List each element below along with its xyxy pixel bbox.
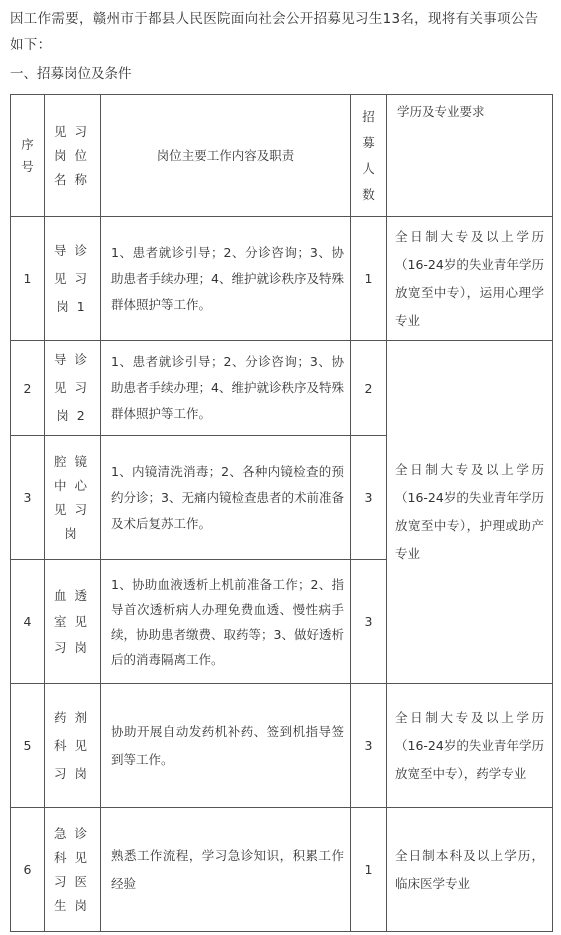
row-no: 4 bbox=[11, 560, 45, 684]
row-req: 全日制本科及以上学历，临床医学专业 bbox=[387, 808, 553, 932]
row-req: 全日制大专及以上学历（16-24岁的失业青年学历放宽至中专），运用心理学专业 bbox=[387, 217, 553, 341]
row-count: 1 bbox=[351, 808, 387, 932]
row-name: 导诊见习岗2 bbox=[45, 341, 101, 436]
positions-table bbox=[10, 94, 553, 932]
row-no: 5 bbox=[11, 684, 45, 808]
table-row bbox=[11, 808, 553, 932]
table-header-row bbox=[11, 95, 553, 217]
row-name: 急诊科见习医生岗 bbox=[45, 808, 101, 932]
table-row bbox=[11, 341, 553, 436]
row-name: 腔镜中心见习岗 bbox=[45, 436, 101, 560]
table-row bbox=[11, 684, 553, 808]
row-duty: 熟悉工作流程，学习急诊知识，积累工作经验 bbox=[101, 808, 351, 932]
section-title: 一、招募岗位及条件 bbox=[10, 66, 132, 82]
row-req: 全日制大专及以上学历（16-24岁的失业青年学历放宽至中专），护理或助产专业 bbox=[387, 341, 553, 684]
row-no: 3 bbox=[11, 436, 45, 560]
row-duty: 协助开展自动发药机补药、签到机指导签到等工作。 bbox=[101, 684, 351, 808]
header-duty: 岗位主要工作内容及职责 bbox=[101, 95, 351, 217]
row-name: 药剂科见习岗 bbox=[45, 684, 101, 808]
intro-paragraph: 因工作需要，赣州市于都县人民医院面向社会公开招募见习生13名，现将有关事项公告如下： bbox=[10, 11, 539, 53]
row-no: 1 bbox=[11, 217, 45, 341]
header-no: 序号 bbox=[11, 95, 45, 217]
row-duty: 1、患者就诊引导；2、分诊咨询；3、协助患者手续办理；4、维护就诊秩序及特殊群体照护等工作。 bbox=[101, 217, 351, 341]
row-count: 3 bbox=[351, 560, 387, 684]
row-count: 2 bbox=[351, 341, 387, 436]
row-req: 全日制大专及以上学历（16-24岁的失业青年学历放宽至中专），药学专业 bbox=[387, 684, 553, 808]
row-name: 导诊见习岗1 bbox=[45, 217, 101, 341]
header-name: 见习岗位名称 bbox=[45, 95, 101, 217]
header-count: 招募人数 bbox=[351, 95, 387, 217]
row-duty: 1、内镜清洗消毒；2、各种内镜检查的预约分诊；3、无痛内镜检查患者的术前准备及术后复苏工作。 bbox=[101, 436, 351, 560]
row-count: 3 bbox=[351, 684, 387, 808]
row-duty: 1、协助血液透析上机前准备工作；2、指导首次透析病人办理免费血透、慢性病手续，协助患者缴费、取药等；3、做好透析后的消毒隔离工作。 bbox=[101, 560, 351, 684]
header-req: 学历及专业要求 bbox=[387, 95, 553, 217]
row-no: 2 bbox=[11, 341, 45, 436]
table-row bbox=[11, 217, 553, 341]
row-count: 1 bbox=[351, 217, 387, 341]
row-name: 血透室见习岗 bbox=[45, 560, 101, 684]
row-duty: 1、患者就诊引导；2、分诊咨询；3、协助患者手续办理；4、维护就诊秩序及特殊群体照护等工作。 bbox=[101, 341, 351, 436]
row-count: 3 bbox=[351, 436, 387, 560]
row-no: 6 bbox=[11, 808, 45, 932]
